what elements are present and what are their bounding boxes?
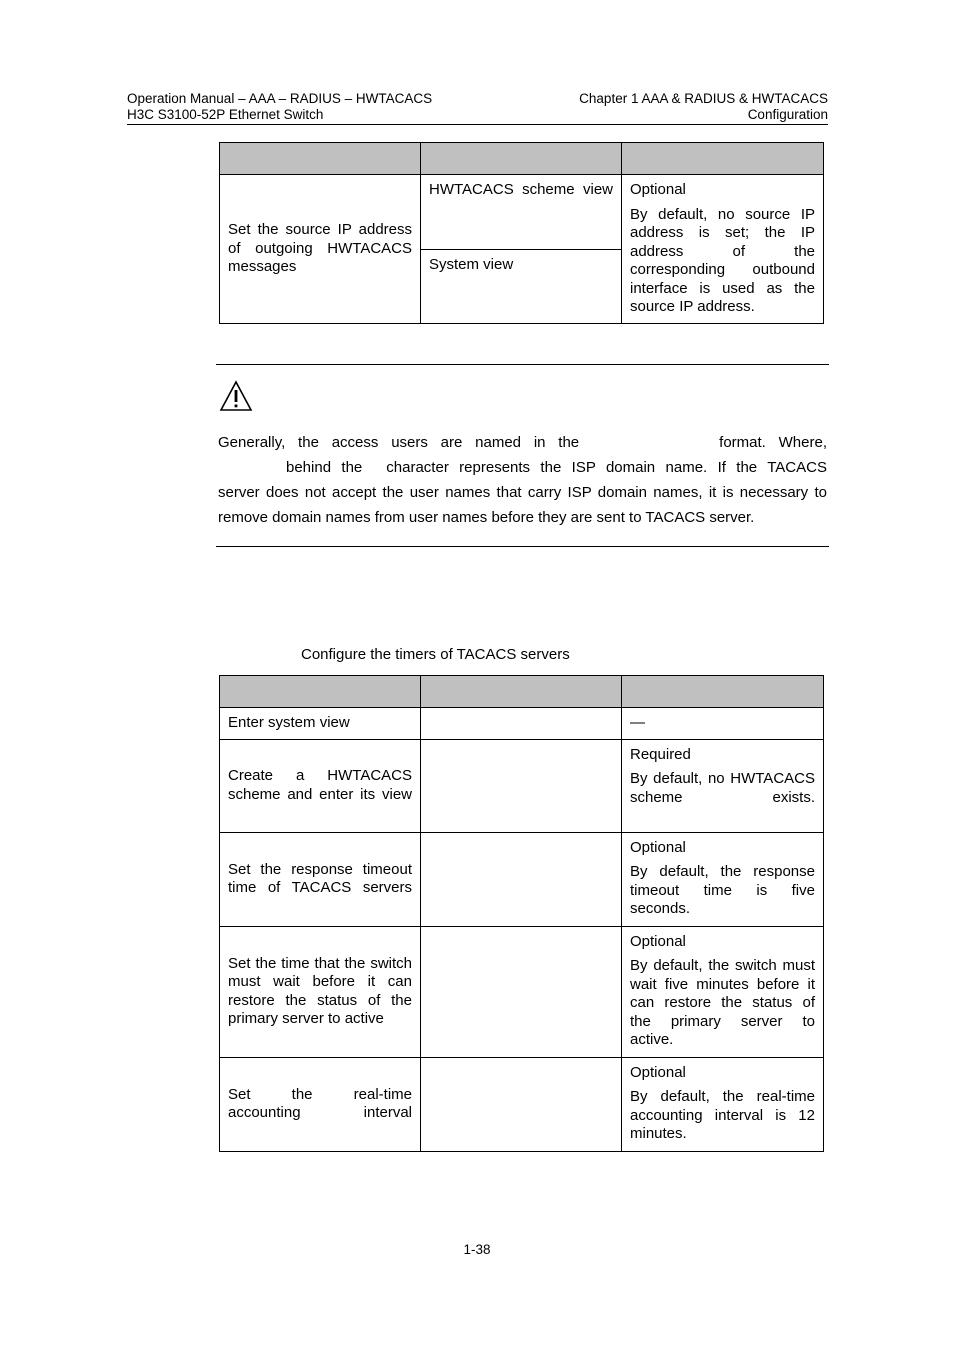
table-header-row	[220, 676, 824, 708]
manual-title: Operation Manual – AAA – RADIUS – HWTACACS	[127, 91, 433, 106]
note-line: remove domain names from user names before they are sent to TACACS server.	[218, 509, 755, 526]
note-line	[218, 430, 827, 455]
remarks-cell	[622, 175, 824, 324]
operation-cell: Set the source IP address of outgoing HWTACACS messages	[220, 175, 421, 324]
header-cell-operation	[220, 676, 421, 708]
remarks-cell	[622, 1057, 824, 1151]
header-cell-command	[421, 676, 622, 708]
header-cell-remarks	[622, 676, 824, 708]
table-row	[220, 832, 824, 926]
header-divider	[127, 124, 828, 125]
note-fragment: Generally, the access users are named in the	[218, 434, 580, 451]
timers-table	[219, 675, 824, 1152]
operation-cell: Set the time that the switch must wait before it can restore the status of the primary server to active	[220, 926, 421, 1057]
header-right	[579, 91, 828, 123]
table-header-row	[220, 143, 824, 175]
note-line: server does not accept the user names that carry ISP domain names, it is necessary to	[218, 484, 827, 501]
remark-status: Optional	[630, 1063, 686, 1081]
remarks-cell	[622, 832, 824, 926]
remark-status: Optional	[630, 838, 686, 856]
operation-cell: Set the response timeout time of TACACS servers	[220, 832, 421, 926]
note-fragment: format. Where,	[719, 434, 827, 451]
remarks-cell	[622, 926, 824, 1057]
operation-cell: Set the real-time accounting interval	[220, 1057, 421, 1151]
note-text	[218, 430, 827, 530]
remark-status: Required	[630, 745, 691, 763]
view-cell-scheme: HWTACACS scheme view	[421, 175, 622, 250]
page-number: 1-38	[463, 1242, 491, 1257]
remark-detail: By default, the real-time accounting interval is 12 minutes.	[630, 1088, 815, 1142]
chapter-title: Chapter 1 AAA & RADIUS & HWTACACS	[579, 91, 828, 106]
note-line	[218, 455, 827, 480]
remarks-cell	[622, 739, 824, 832]
table-row	[220, 175, 824, 250]
section-title: Configuration	[747, 107, 828, 122]
note-fragment: behind the	[286, 459, 363, 476]
remark-status: Optional	[630, 181, 686, 198]
header-cell-remarks	[622, 143, 824, 175]
warning-triangle-icon	[219, 380, 253, 412]
view-cell-system: System view	[421, 250, 622, 324]
note-top-rule	[216, 364, 829, 365]
command-cell	[421, 926, 622, 1057]
table-row	[220, 1057, 824, 1151]
operation-cell: Enter system view	[220, 708, 421, 740]
product-name: H3C S3100-52P Ethernet Switch	[127, 107, 324, 122]
operation-cell: Create a HWTACACS scheme and enter its view	[220, 739, 421, 832]
remark-detail: By default, the response timeout time is five seconds.	[630, 863, 815, 917]
remark-status: Optional	[630, 932, 686, 950]
remark-status: —	[630, 714, 645, 731]
command-cell	[421, 832, 622, 926]
note-fragment: character represents the ISP domain name. If the TACACS	[386, 459, 827, 476]
header-cell-operation	[220, 143, 421, 175]
command-cell	[421, 1057, 622, 1151]
remark-detail: By default, the switch must wait five minutes before it can restore the status of the primary server to active.	[630, 957, 815, 1048]
remark-detail: By default, no source IP address is set; the IP address of the corresponding outbound interface is used as the source IP address.	[630, 205, 815, 315]
remark-detail: By default, no HWTACACS scheme exists.	[630, 770, 815, 806]
command-cell	[421, 739, 622, 832]
table-row	[220, 739, 824, 832]
table-row	[220, 926, 824, 1057]
header-cell-view	[421, 143, 622, 175]
table-caption: Configure the timers of TACACS servers	[301, 646, 570, 663]
note-bottom-rule	[216, 546, 829, 547]
header-left	[127, 91, 432, 123]
command-cell	[421, 708, 622, 740]
table-row	[220, 708, 824, 740]
remarks-cell	[622, 708, 824, 740]
source-ip-table	[219, 142, 824, 324]
